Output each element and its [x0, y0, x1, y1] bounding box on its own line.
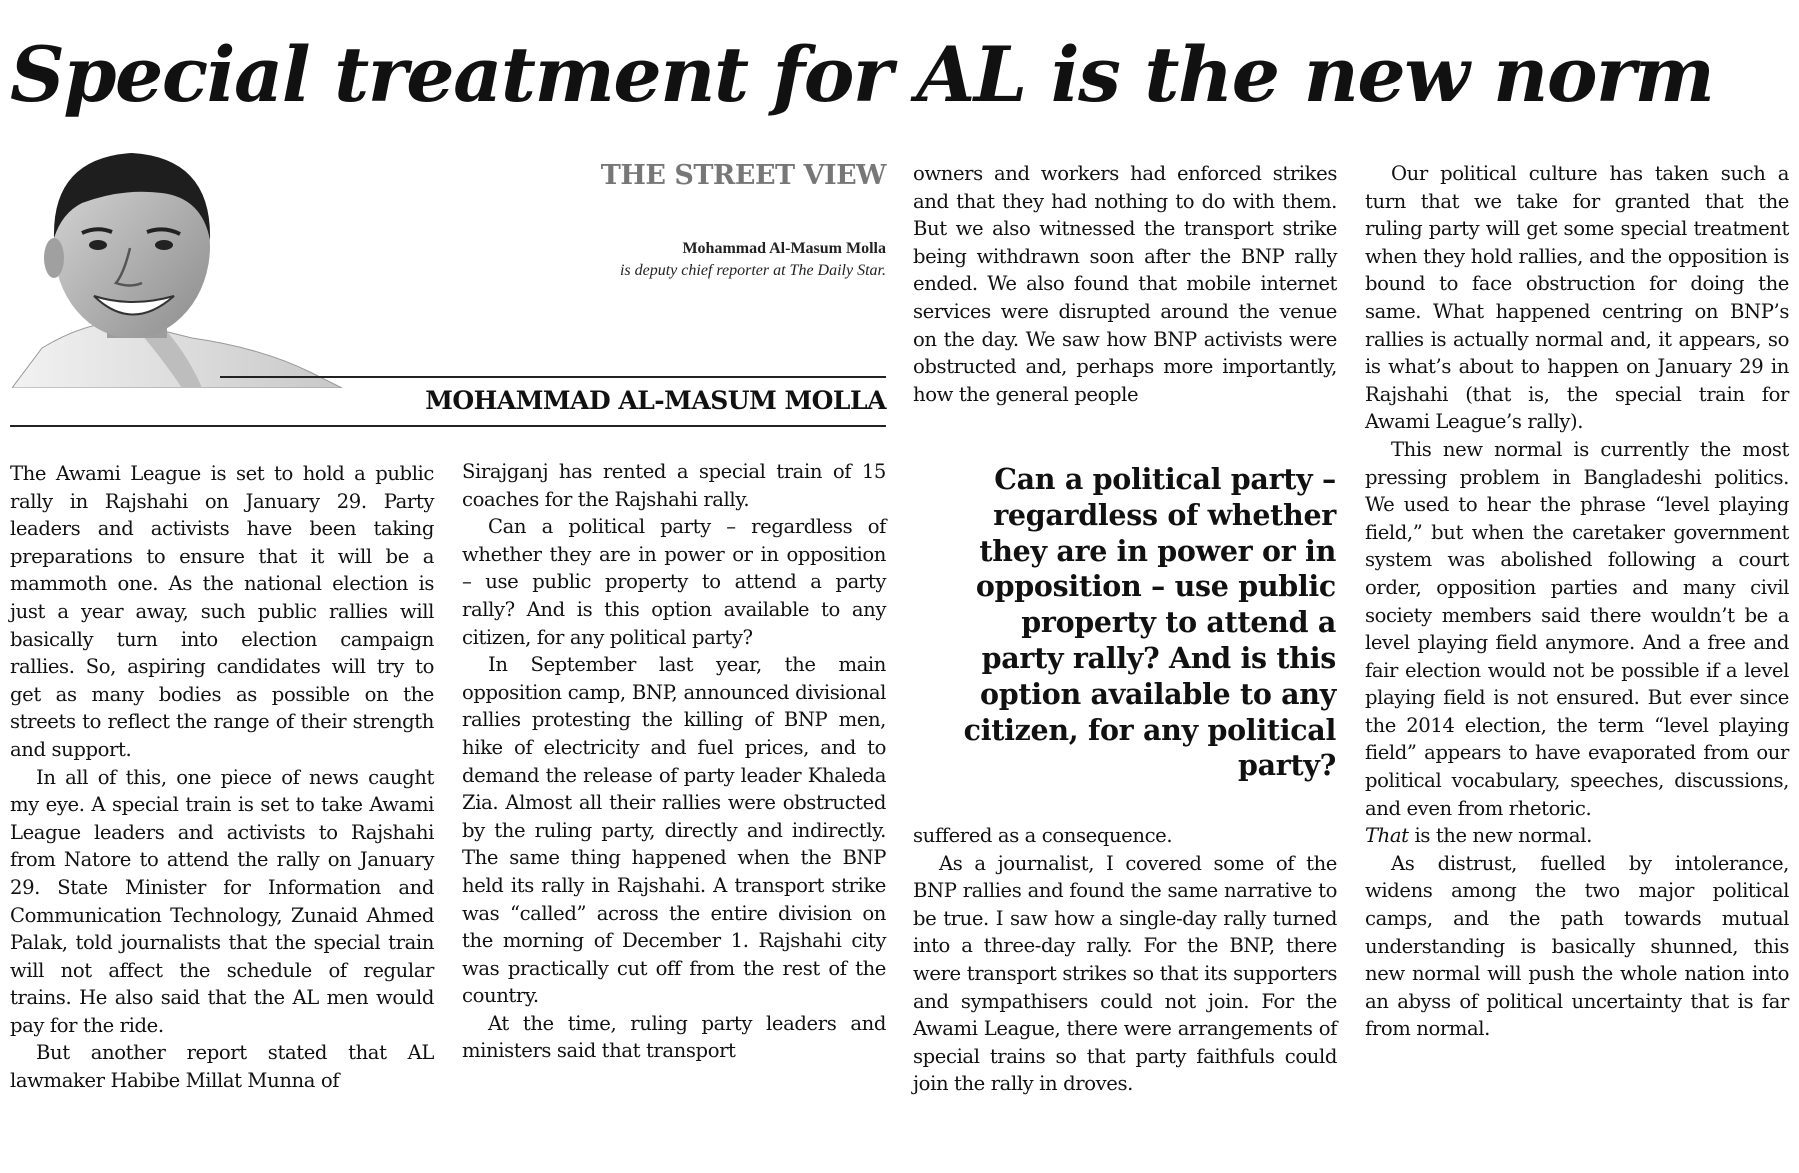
- paragraph: [1365, 822, 1789, 850]
- paragraph: suffered as a consequence.: [913, 824, 1173, 847]
- paragraph: At the time, ruling party leaders and ministers said that transport: [462, 1011, 886, 1063]
- paragraph: Can a political party – regardless of whether they are in power or in opposition – use public property to attend a party rally? And is this option available to any citizen, for any political party?: [462, 515, 886, 649]
- paragraph: Our political culture has taken such a turn that we take for granted that the ruling party will get some special treatment when they hold rallies, and the opposition is bound to face obstruction for doing the same. What happened centring on BNP’s rallies is actually normal and, it appears, so is what’s about to happen on January 29 in Rajshahi (that is, the special train for Awami League’s rally).: [1365, 162, 1789, 434]
- column-2: [462, 458, 886, 1065]
- author-bio: [560, 238, 886, 282]
- section-tag: THE STREET VIEW: [600, 160, 886, 191]
- column-3-bottom: [913, 822, 1337, 1098]
- paragraph: As a journalist, I covered some of the BNP rallies and found the same narrative to be true. I saw how a single-day rally turned into a three-day rally. For the BNP, there were transport strikes so that its supporters and sympathisers could not join. For the Awami League, there were arrangements of special trains so that party faithfuls could join the rally in droves.: [913, 851, 1337, 1096]
- byline-rule-top: [220, 376, 886, 378]
- bio-description: is deputy chief reporter at The Daily Star.: [619, 262, 886, 279]
- paragraph: Sirajganj has rented a special train of 15 coaches for the Rajshahi rally.: [462, 460, 886, 511]
- headline: Special treatment for AL is the new norm: [10, 30, 1714, 119]
- byline-rule-bottom: [10, 425, 886, 427]
- pull-quote: Can a political party – regardless of whether they are in power or in opposition – use public property to attend a party rally? And is this option available to any citizen, for any political party?: [963, 462, 1336, 783]
- column-3-top: [913, 160, 1337, 408]
- paragraph: This new normal is currently the most pressing problem in Bangladeshi politics. We used to hear the phrase “level playing field,” but when the caretaker government system was abolished following a court order, opposition parties and many civil society members said there wouldn’t be a level playing field anymore. And a free and fair election would not be possible if a level playing field is not ensured. But ever since the 2014 election, the term “level playing field” appears to have evaporated from our political vocabulary, speeches, discussions, and even from rhetoric.: [1365, 437, 1789, 820]
- byline: MOHAMMAD AL-MASUM MOLLA: [425, 386, 886, 415]
- paragraph: In September last year, the main opposition camp, BNP, announced divisional rallies protesting the killing of BNP men, hike of electricity and fuel prices, and to demand the release of party leader Khaleda Zia. Almost all their rallies were obstructed by the ruling party, directly and indirectly. The same thing happened when the BNP held its rally in Rajshahi. A transport strike was “called” across the entire division on the morning of December 1. Rajshahi city was practically cut off from the rest of the country.: [462, 653, 886, 1008]
- column-4: [1365, 160, 1789, 1043]
- paragraph: owners and workers had enforced strikes and that they had nothing to do with them. But we also witnessed the transport strike being withdrawn soon after the BNP rally ended. We also found that mobile internet services were disrupted around the venue on the day. We saw how BNP activists were obstructed and, perhaps more importantly, how the general people: [913, 162, 1337, 406]
- column-1: [10, 460, 434, 1095]
- paragraph: In all of this, one piece of news caught my eye. A special train is set to take Awami League leaders and activists to Rajshahi from Natore to attend the rally on January 29. State Minister for Information and Communication Technology, Zunaid Ahmed Palak, told journalists that the special train will not affect the schedule of regular trains. He also said that the AL men would pay for the ride.: [10, 765, 434, 1037]
- emphasis: That: [1365, 824, 1409, 848]
- paragraph: As distrust, fuelled by intolerance, widens among the two major political camps, and the path towards mutual understanding is basically shunned, this new normal will push the whole nation into an abyss of political uncertainty that is far from normal.: [1365, 851, 1789, 1041]
- paragraph: The Awami League is set to hold a public rally in Rajshahi on January 29. Party leaders and activists have been taking preparations to ensure that it will be a mammoth one. As the national election is just a year away, such public rallies will basically turn into election campaign rallies. So, aspiring candidates will try to get as many bodies as possible on the streets to reflect the range of their strength and support.: [10, 462, 434, 761]
- paragraph-text: is the new normal.: [1408, 824, 1592, 848]
- bio-name: Mohammad Al-Masum Molla: [682, 240, 886, 257]
- paragraph: But another report stated that AL lawmaker Habibe Millat Munna of: [10, 1041, 434, 1093]
- author-portrait: [12, 148, 432, 388]
